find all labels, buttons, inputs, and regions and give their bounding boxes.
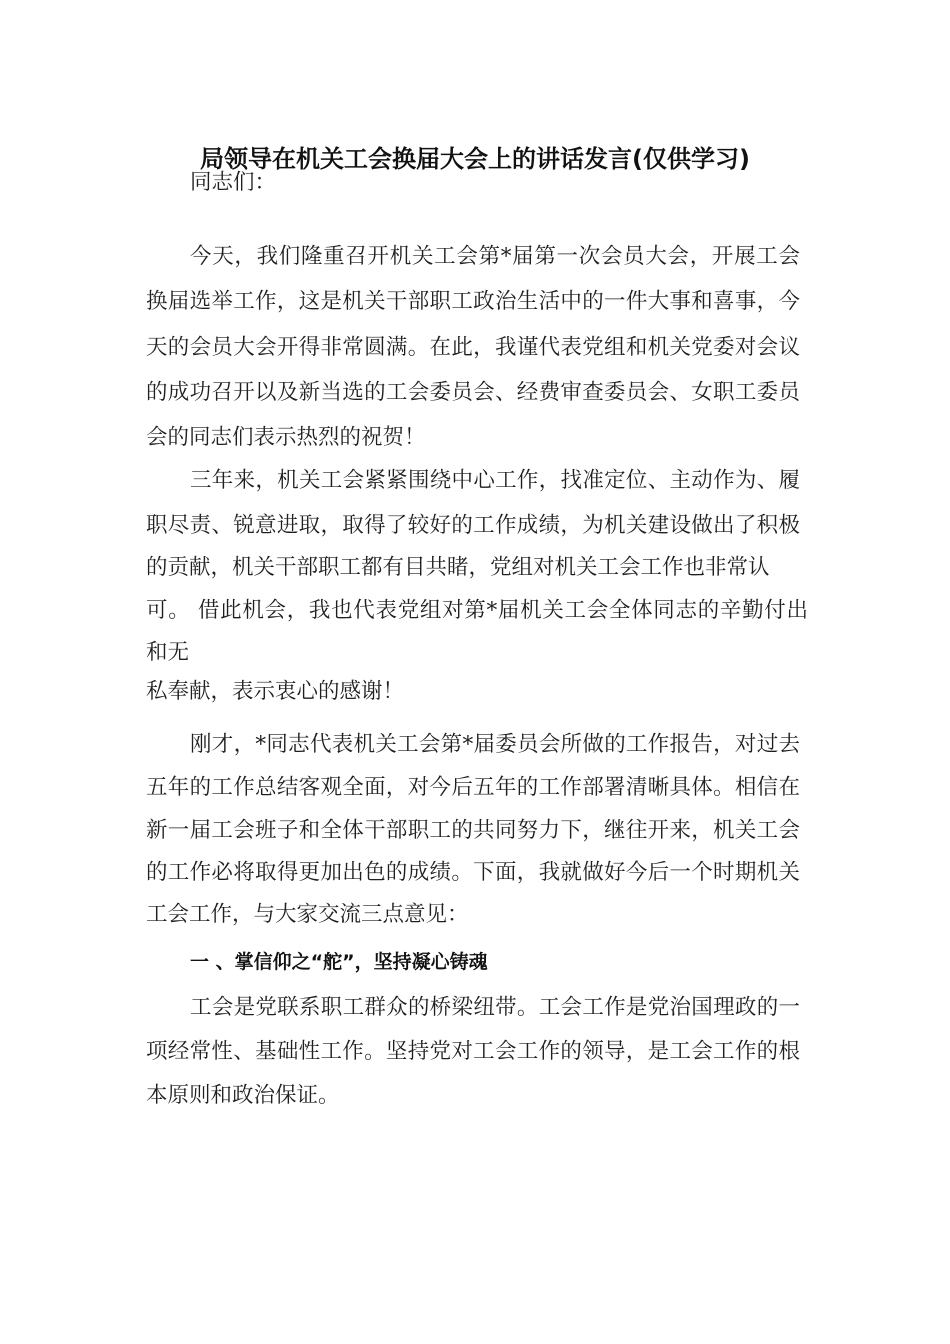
paragraph-2-line-5: 和无 <box>146 640 190 665</box>
paragraph-2-line-2: 职尽责、锐意进取，取得了较好的工作成绩，为机关建设做出了积极 <box>146 513 800 538</box>
section-heading-1: 一 、掌信仰之“舵”，坚持凝心铸魂 <box>190 951 488 973</box>
paragraph-1-line-5: 会的同志们表示热烈的祝贺！ <box>146 425 426 450</box>
paragraph-3-line-4: 的工作必将取得更加出色的成绩。下面，我就做好今后一个时期机关 <box>146 860 800 885</box>
paragraph-3-line-3: 新一届工会班子和全体干部职工的共同努力下，继往开来，机关工会 <box>146 818 800 843</box>
paragraph-4-line-1: 工会是党联系职工群众的桥梁纽带。工会工作是党治国理政的一 <box>190 995 800 1020</box>
paragraph-2-line-4: 可。 借此机会，我也代表党组对第*届机关工会全体同志的辛勤付出 <box>146 598 808 623</box>
paragraph-1-line-2: 换届选举工作，这是机关干部职工政治生活中的一件大事和喜事，今 <box>146 289 800 314</box>
salutation: 同志们： <box>190 170 277 195</box>
paragraph-3-line-1: 刚才，*同志代表机关工会第*届委员会所做的工作报告，对过去 <box>190 732 800 757</box>
paragraph-1-line-3: 天的会员大会开得非常圆满。在此，我谨代表党组和机关党委对会议 <box>146 335 800 360</box>
paragraph-3-line-5: 工会工作，与大家交流三点意见： <box>146 902 469 927</box>
paragraph-2-line-6: 私奉献，表示衷心的感谢！ <box>146 679 405 704</box>
paragraph-4-line-3: 本原则和政治保证。 <box>146 1083 340 1108</box>
paragraph-4-line-2: 项经常性、基础性工作。坚持党对工会工作的领导，是工会工作的根 <box>146 1039 800 1064</box>
paragraph-2-line-3: 的贡献，机关干部职工都有目共睹，党组对机关工会工作也非常认 <box>146 555 770 580</box>
paragraph-1-line-1: 今天，我们隆重召开机关工会第*届第一次会员大会，开展工会 <box>190 244 800 269</box>
document-title: 局领导在机关工会换届大会上的讲话发言(仅供学习) <box>200 145 750 173</box>
paragraph-3-line-2: 五年的工作总结客观全面，对今后五年的工作部署清晰具体。相信在 <box>146 775 800 800</box>
paragraph-2-line-1: 三年来，机关工会紧紧围绕中心工作，找准定位、主动作为、履 <box>190 468 800 493</box>
paragraph-1-line-4: 的成功召开以及新当选的工会委员会、经费审查委员会、女职工委员 <box>146 380 800 405</box>
